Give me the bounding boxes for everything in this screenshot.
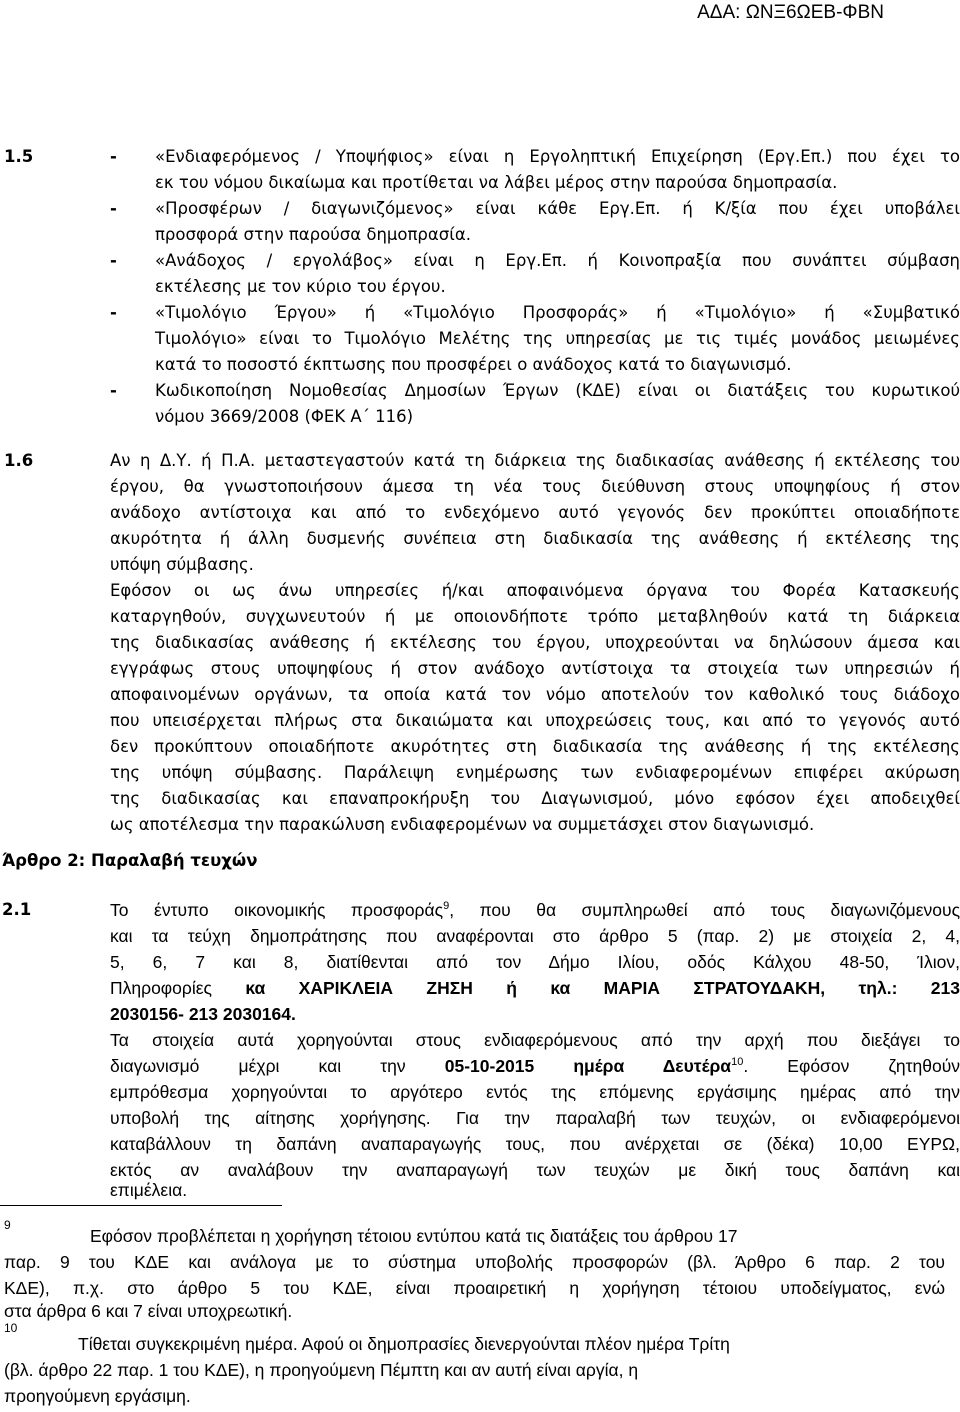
paragraph-line: καταβάλλουν τη δαπάνη αναπαραγωγής τους, που ανέρχεται σε (δέκα) 10,00 ΕΥΡΩ, [110,1134,960,1154]
paragraph-line [110,1003,296,1025]
paragraph-line [110,977,960,999]
list-item-line: νόμου 3669/2008 (ΦΕΚ Α΄ 116) [155,407,414,426]
paragraph-line: της διαδικασίας ανάθεσης ή εκτέλεσης του έργου, υποχρεούνται να δηλώσουν άμεσα και [110,633,960,652]
footnote-mark: 9 [4,1218,11,1232]
paragraph-line: καταργηθούν, συγχωνευτούν ή με οποιονδήποτε τρόπο μεταβληθούν κατά τη διάρκεια [110,607,960,626]
paragraph-line: εκτός αν αναλάβουν την αναπαραγωγή των τευχών με δική τους δαπάνη και [110,1160,960,1180]
paragraph-line [110,899,960,921]
paragraph-line [110,1055,960,1077]
deadline-date: 05-10-2015 ημέρα Δευτέρα [444,1056,732,1076]
paragraph-line: έργου, θα γνωστοποιήσουν άμεσα τη νέα τους διεύθυνση στους υποψηφίους ή στον [110,477,960,496]
paragraph-line: εμπρόθεσμα χορηγούνται το αργότερο εντός της επόμενης εργάσιμης ημέρας από την [110,1082,960,1102]
footnote-line: (βλ. άρθρο 22 παρ. 1 του ΚΔΕ), η προηγούμενη Πέμπτη και αν αυτή είναι αργία, η [4,1360,639,1380]
paragraph-line: ακυρότητα ή άλλη δυσμενής συνέπεια στη διαδικασία της ανάθεσης ή εκτέλεσης της [110,529,960,548]
contact-info: κα ΧΑΡΙΚΛΕΙΑ ΖΗΣΗ ή κα ΜΑΡΙΑ ΣΤΡΑΤΟΥΔΑΚΗ, τηλ.: 213 [245,978,960,998]
list-item-line: εκ του νόμου δικαίωμα και προτίθεται να λάβει μέρος στην παρούσα δημοπρασία. [155,173,838,192]
text-run: Το έντυπο οικονομικής προσφοράς [110,900,444,920]
list-dash: - [110,251,117,270]
paragraph-line: υποβολή της αίτησης χορήγησης. Για την παραλαβή των τευχών, οι ενδιαφερόμενοι [110,1108,960,1128]
section-number: 1.5 [4,147,34,166]
list-item-line: «Τιμολόγιο Έργου» ή «Τιμολόγιο Προσφοράς» ή «Τιμολόγιο» ή «Συμβατικό [155,303,960,322]
footnote-line: παρ. 9 του ΚΔΕ και ανάλογα με το σύστημα υποβολής προσφορών (βλ. Άρθρο 6 παρ. 2 του [4,1252,945,1272]
paragraph-line: και τα τεύχη δημοπράτησης που αναφέρονται στο άρθρο 5 (παρ. 2) με στοιχεία 2, 4, [110,926,960,946]
list-item-line: Κωδικοποίηση Νομοθεσίας Δημοσίων Έργων (ΚΔΕ) είναι οι διατάξεις του κυρωτικού [155,381,960,400]
paragraph-line: Εφόσον οι ως άνω υπηρεσίες ή/και αποφαινόμενα όργανα του Φορέα Κατασκευής [110,581,960,600]
list-item-line: Τιμολόγιο» είναι το Τιμολόγιο Μελέτης της υπηρεσίας με τις τιμές μονάδος μειωμένες [155,329,960,348]
paragraph-line: Τα στοιχεία αυτά χορηγούνται στους ενδιαφερόμενους από την αρχή που διεξάγει το [110,1030,960,1050]
list-item-line: προσφορά στην παρούσα δημοπρασία. [155,225,471,244]
list-dash: - [110,303,117,322]
footnote-ref: 9 [443,900,450,913]
list-item-line: εκτέλεσης με τον κύριο του έργου. [155,277,446,296]
list-item-line: «Ενδιαφερόμενος / Υποψήφιος» είναι η Εργοληπτική Επιχείρηση (Εργ.Επ.) που έχει το [155,147,960,166]
list-dash: - [110,199,117,218]
text-run: , που θα συμπληρωθεί από τους διαγωνιζόμενους [449,900,960,920]
text-run: διαγωνισμό μέχρι και την [110,1056,445,1076]
footnote-line: ΚΔΕ), π.χ. στο άρθρο 5 του ΚΔΕ, είναι προαιρετική η χορήγηση τέτοιου υποδείγματος, ενώ [4,1278,945,1298]
footnote-line: προηγούμενη εργάσιμη. [4,1386,191,1406]
paragraph-line: ως αποτέλεσμα την παρακώλυση ενδιαφερομένων να συμμετάσχει στον διαγωνισμό. [110,815,815,834]
footnote-line: στα άρθρα 6 και 7 είναι υποχρεωτική. [4,1301,293,1321]
section-number: 2.1 [2,900,32,919]
paragraph-line: ανάδοχο αντίστοιχα και από το ενδεχόμενο αυτό γεγονός δεν προκύπτει οποιαδήποτε [110,503,960,522]
paragraph-line: υπόψη σύμβασης. [110,555,254,574]
list-dash: - [110,381,117,400]
list-item-line: «Προσφέρων / διαγωνιζόμενος» είναι κάθε Εργ.Επ. ή Κ/ξία που έχει υποβάλει [155,199,960,218]
paragraph-line: της διαδικασίας και επαναπροκήρυξη του Διαγωνισμού, μόνο εφόσον έχει αποδειχθεί [110,789,960,808]
footnote-ref: 10 [731,1056,744,1069]
paragraph-line: Αν η Δ.Υ. ή Π.Α. μεταστεγαστούν κατά τη διάρκεια της διαδικασίας ανάθεσης ή εκτέλεσης του [110,451,960,470]
footnote-line: Τίθεται συγκεκριμένη ημέρα. Αφού οι δημοπρασίες διενεργούνται πλέον ημέρα Τρίτη [78,1334,730,1354]
paragraph-line: εγγράφως στους υποψηφίους ή στον ανάδοχο αντίστοιχα τα στοιχεία των υπηρεσιών ή [110,659,960,678]
paragraph-line: δεν προκύπτουν οποιαδήποτε ακυρότητες στη διαδικασία της ανάθεσης ή της εκτέλεσης [110,737,960,756]
section-number: 1.6 [4,451,34,470]
article-heading: Άρθρο 2: Παραλαβή τευχών [2,851,258,870]
text-run: Πληροφορίες [110,978,246,998]
ada-code: ΑΔΑ: ΩΝΞ6ΩΕΒ-ΦΒΝ [697,2,884,23]
phone-numbers: 2030156- 213 2030164. [110,1004,296,1024]
text-run: . Εφόσον ζητηθούν [743,1056,960,1076]
paragraph-line: επιμέλεια. [110,1180,188,1200]
footnote-separator [0,1205,282,1206]
list-item-line: κατά το ποσοστό έκπτωσης που προσφέρει ο ανάδοχος κατά το διαγωνισμό. [155,355,792,374]
list-dash: - [110,147,117,166]
paragraph-line: της υπόψη σύμβασης. Παράλειψη ενημέρωσης των ενδιαφερομένων επιφέρει ακύρωση [110,763,960,782]
footnote-mark: 10 [4,1321,18,1335]
paragraph-line: 5, 6, 7 και 8, διατίθενται από τον Δήμο Ιλίου, οδός Κάλχου 48-50, Ίλιον, [110,952,960,972]
paragraph-line: που υπεισέρχεται πλήρως στα δικαιώματα και υποχρεώσεις τους, και από το γεγονός αυτό [110,711,960,730]
paragraph-line: αποφαινομένων οργάνων, τα οποία κατά τον νόμο αποτελούν τον καθολικό τους διάδοχο [110,685,960,704]
list-item-line: «Ανάδοχος / εργολάβος» είναι η Εργ.Επ. ή Κοινοπραξία που συνάπτει σύμβαση [155,251,960,270]
footnote-line: Εφόσον προβλέπεται η χορήγηση τέτοιου εντύπου κατά τις διατάξεις του άρθρου 17 [90,1226,738,1246]
